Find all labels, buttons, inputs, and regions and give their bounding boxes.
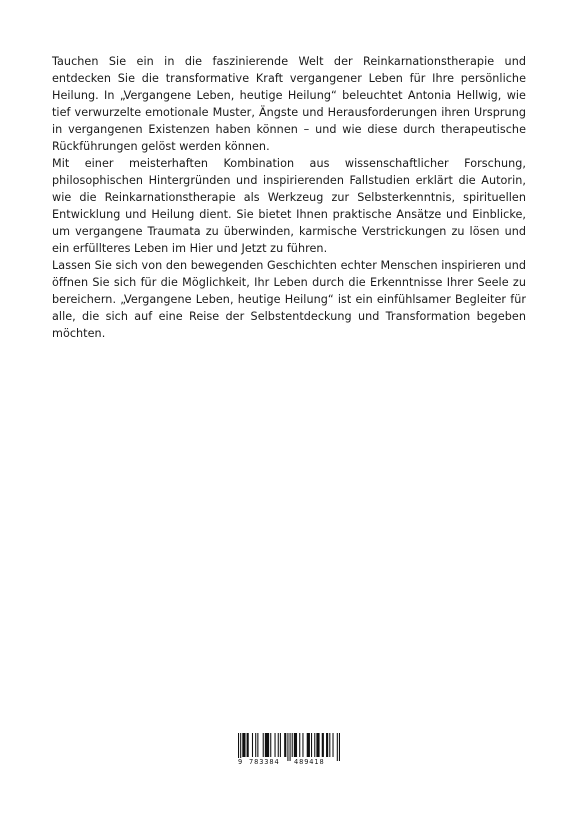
barcode-right-group: 489418	[294, 758, 325, 766]
barcode-bar-27	[332, 733, 333, 757]
barcode-bar-18	[299, 733, 300, 757]
barcode-bar-11	[278, 733, 279, 757]
isbn-barcode	[238, 733, 340, 767]
barcode-bar-6	[257, 733, 258, 757]
barcode-bar-21	[311, 733, 312, 757]
barcode-bar-25	[326, 733, 328, 757]
barcode-bar-8	[265, 733, 269, 757]
barcode-bar-9	[270, 733, 271, 757]
barcode-bar-26	[329, 733, 330, 757]
barcode-bar-14	[287, 733, 288, 761]
barcode-bar-22	[314, 733, 315, 757]
barcode-bar-15	[290, 733, 291, 761]
blurb-paragraph-3: Lassen Sie sich von den bewegenden Geschichten echter Menschen inspirieren und öffnen Sie sich für die Möglichkeit, Ihr Leben durch die Erkenntnisse Ihrer Seele zu bereichern. „Vergangene Leben, heutige Heilung“ ist ein einfühlsamer Begleiter für alle, die sich auf eine Reise der Selbstentdeckung und Transformation begeben möchten.	[52, 259, 526, 340]
barcode-bar-1	[240, 733, 241, 761]
barcode-bar-16	[292, 733, 293, 757]
barcode-bar-13	[284, 733, 286, 757]
blurb-paragraph-2: Mit einer meisterhaften Kombination aus wissenschaftlicher Forschung, philosophischen Hintergründen und inspirierenden Fallstudien erklärt die Autorin, wie die Reinkarnationstherapie als Werkzeug zur Selbsterkenntnis, spirituellen Entwicklung und Heilung dient. Sie bietet Ihnen praktische Ansätze und Einblicke, um vergangene Traumata zu überwinden, karmische Verstrickungen zu lösen und ein erfüllteres Leben im Hier und Jetzt zu führen.	[52, 157, 526, 255]
barcode-bar-20	[307, 733, 310, 757]
barcode-bar-4	[252, 733, 253, 757]
barcode-bar-5	[255, 733, 256, 757]
barcode-digits	[238, 758, 340, 768]
barcode-bar-3	[247, 733, 249, 757]
barcode-bar-28	[337, 733, 338, 761]
barcode-bar-10	[275, 733, 276, 757]
barcode-bar-12	[280, 733, 281, 757]
barcode-bar-29	[339, 733, 340, 761]
barcode-bar-7	[263, 733, 264, 757]
barcode-bar-24	[322, 733, 324, 757]
blurb-paragraph-1: Tauchen Sie ein in die faszinierende Welt der Reinkarnationstherapie und entdecken Sie die transformative Kraft vergangener Leben für Ihre persönliche Heilung. In „Vergangene Leben, heutige Heilung“ beleuchtet Antonia Hellwig, wie tief verwurzelte emotionale Muster, Ängste und Herausforderungen ihren Ursprung in vergangenen Existenzen haben können – und wie diese durch therapeutische Rückführungen gelöst werden können.	[52, 55, 526, 153]
barcode-bar-2	[242, 733, 245, 757]
blurb-text	[52, 53, 526, 342]
barcode-bar-17	[294, 733, 297, 757]
barcode-bar-0	[238, 733, 239, 761]
barcode-left-group: 783384	[249, 758, 280, 766]
barcode-bar-23	[316, 733, 319, 757]
barcode-bar-19	[302, 733, 303, 757]
barcode-first-digit: 9	[238, 758, 243, 766]
barcode-bars	[238, 733, 340, 761]
